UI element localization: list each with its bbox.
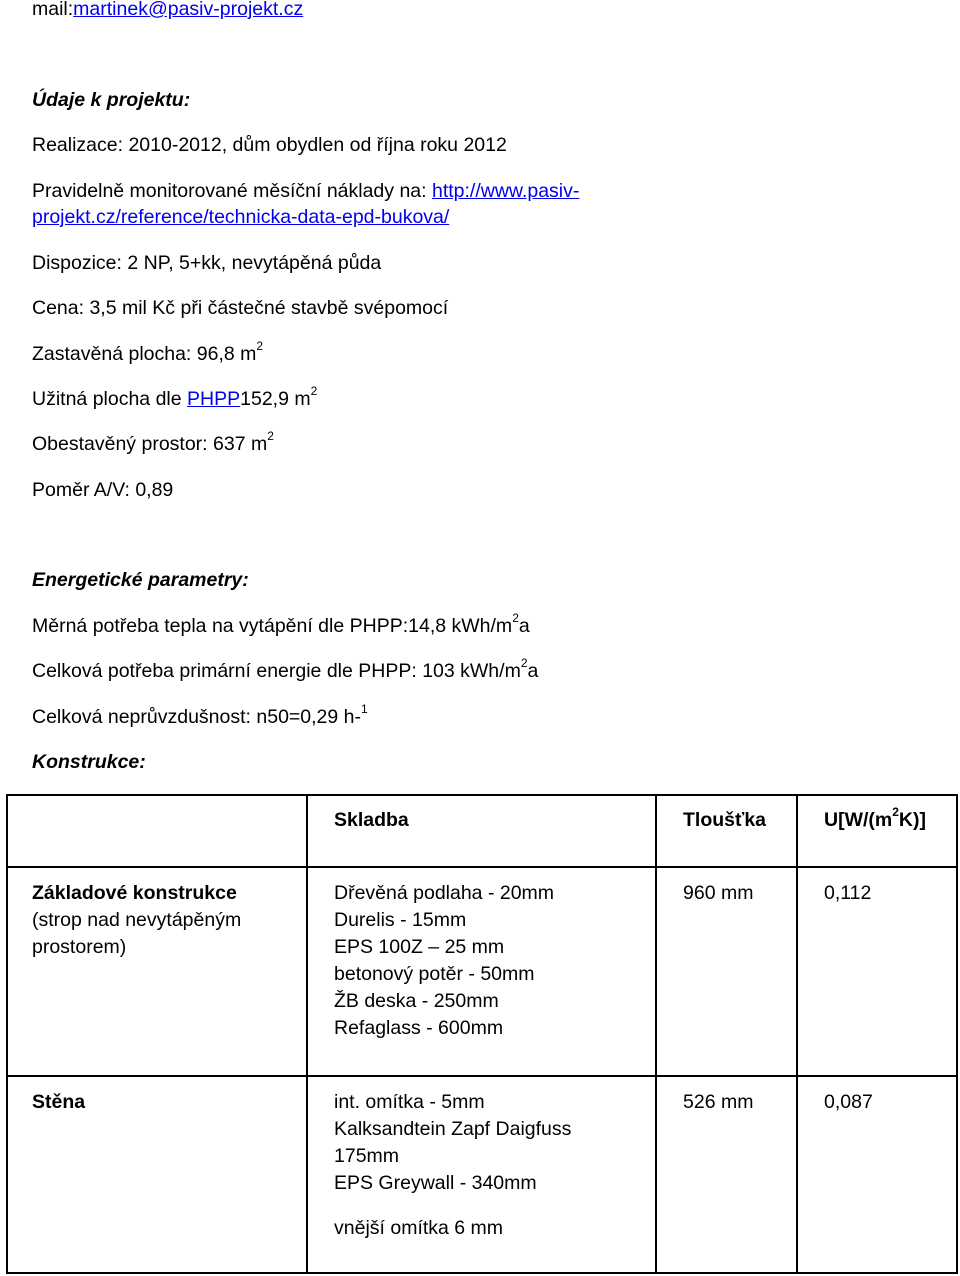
primarni-energie — [32, 655, 539, 683]
row1-layer: betonový potěr - 50mm — [334, 963, 535, 985]
header-skladba: Skladba — [334, 809, 409, 831]
energy-heading: Energetické parametry: — [32, 569, 249, 591]
row2-layer: int. omítka - 5mm — [334, 1091, 485, 1113]
uzitna-plocha — [32, 383, 318, 411]
table-col-divider-2 — [655, 794, 657, 1274]
monitoring-line — [32, 179, 579, 203]
construction-heading: Konstrukce: — [32, 751, 146, 773]
row1-thickness: 960 mm — [683, 882, 754, 904]
merna-sup: 2 — [512, 610, 519, 625]
header-u-suffix: K)] — [898, 809, 926, 831]
row1-u-value: 0,112 — [824, 882, 872, 904]
obestaveny-sup: 2 — [267, 428, 274, 443]
contact-prefix: mail: — [32, 0, 74, 20]
row2-thickness: 526 mm — [683, 1091, 754, 1113]
row1-layer: Durelis - 15mm — [334, 909, 467, 931]
monitoring-line-2 — [32, 205, 449, 229]
zastavena-sup: 2 — [256, 338, 264, 353]
row1-name-line3: prostorem) — [32, 936, 127, 958]
header-u-value — [824, 804, 926, 834]
row2-name: Stěna — [32, 1091, 86, 1113]
obestaveny-label: Obestavěný prostor: 637 m — [32, 433, 268, 455]
row1-name — [32, 880, 241, 961]
cena-text: Cena: 3,5 mil Kč při částečné stavbě svépomocí — [32, 297, 449, 319]
email-link[interactable]: martinek@pasiv-projekt.cz — [73, 0, 304, 20]
nepruvzdusnost-label: Celková neprůvzdušnost: n50=0,29 h- — [32, 706, 362, 728]
monitoring-link-part2[interactable]: projekt.cz/reference/technicka-data-epd-bukova/ — [32, 206, 450, 228]
nepruvzdusnost — [32, 701, 368, 729]
phpp-link[interactable]: PHPP — [187, 388, 241, 410]
merna-potreba — [32, 610, 530, 638]
monitoring-label: Pravidelně monitorované měsíční náklady na: — [32, 180, 432, 202]
row2-layer: Kalksandtein Zapf Daigfuss — [334, 1118, 572, 1140]
primarni-label: Celková potřeba primární energie dle PHPP: 103 kWh/m — [32, 660, 521, 682]
uzitna-value: 152,9 m — [240, 388, 311, 410]
header-u-prefix: U[W/(m — [824, 809, 893, 831]
row2-layers — [334, 1089, 571, 1242]
table-divider-header — [6, 866, 958, 868]
primarni-suffix: a — [527, 660, 539, 682]
row1-name-line2: (strop nad nevytápěným — [32, 909, 242, 931]
nepruvzdusnost-sup: 1 — [361, 701, 368, 716]
row1-layer: ŽB deska - 250mm — [334, 990, 499, 1012]
dispozice-text: Dispozice: 2 NP, 5+kk, nevytápěná půda — [32, 252, 382, 274]
row1-layer: Refaglass - 600mm — [334, 1017, 504, 1039]
header-tloustka: Tloušťka — [683, 809, 767, 831]
pomer-text: Poměr A/V: 0,89 — [32, 479, 174, 501]
row1-layer: EPS 100Z – 25 mm — [334, 936, 505, 958]
zastavena-label: Zastavěná plocha: 96,8 m — [32, 343, 257, 365]
table-col-divider-3 — [796, 794, 798, 1274]
primarni-sup: 2 — [520, 655, 528, 670]
header-u-sup: 2 — [892, 804, 899, 819]
uzitna-label: Užitná plocha dle — [32, 388, 188, 410]
contact-line — [32, 0, 303, 21]
row1-layer: Dřevěná podlaha - 20mm — [334, 882, 555, 904]
uzitna-sup: 2 — [310, 383, 318, 398]
zastavena-plocha — [32, 338, 264, 366]
obestaveny-prostor — [32, 428, 274, 456]
row1-layers — [334, 880, 554, 1042]
row2-layer: 175mm — [334, 1145, 400, 1167]
row2-layer: EPS Greywall - 340mm — [334, 1172, 537, 1194]
merna-label: Měrná potřeba tepla na vytápění dle PHPP:14,8 kWh/m — [32, 615, 513, 637]
table-col-divider-1 — [306, 794, 308, 1274]
merna-suffix: a — [518, 615, 530, 637]
table-divider-row1 — [6, 1075, 958, 1077]
monitoring-link-part1[interactable]: http://www.pasiv- — [431, 180, 580, 202]
row2-layer: vnější omítka 6 mm — [334, 1217, 504, 1239]
realizace-text: Realizace: 2010-2012, dům obydlen od října roku 2012 — [32, 134, 507, 156]
row1-name-line1: Základové konstrukce — [32, 882, 237, 904]
row2-u-value: 0,087 — [824, 1091, 873, 1113]
project-heading: Údaje k projektu: — [32, 89, 191, 111]
